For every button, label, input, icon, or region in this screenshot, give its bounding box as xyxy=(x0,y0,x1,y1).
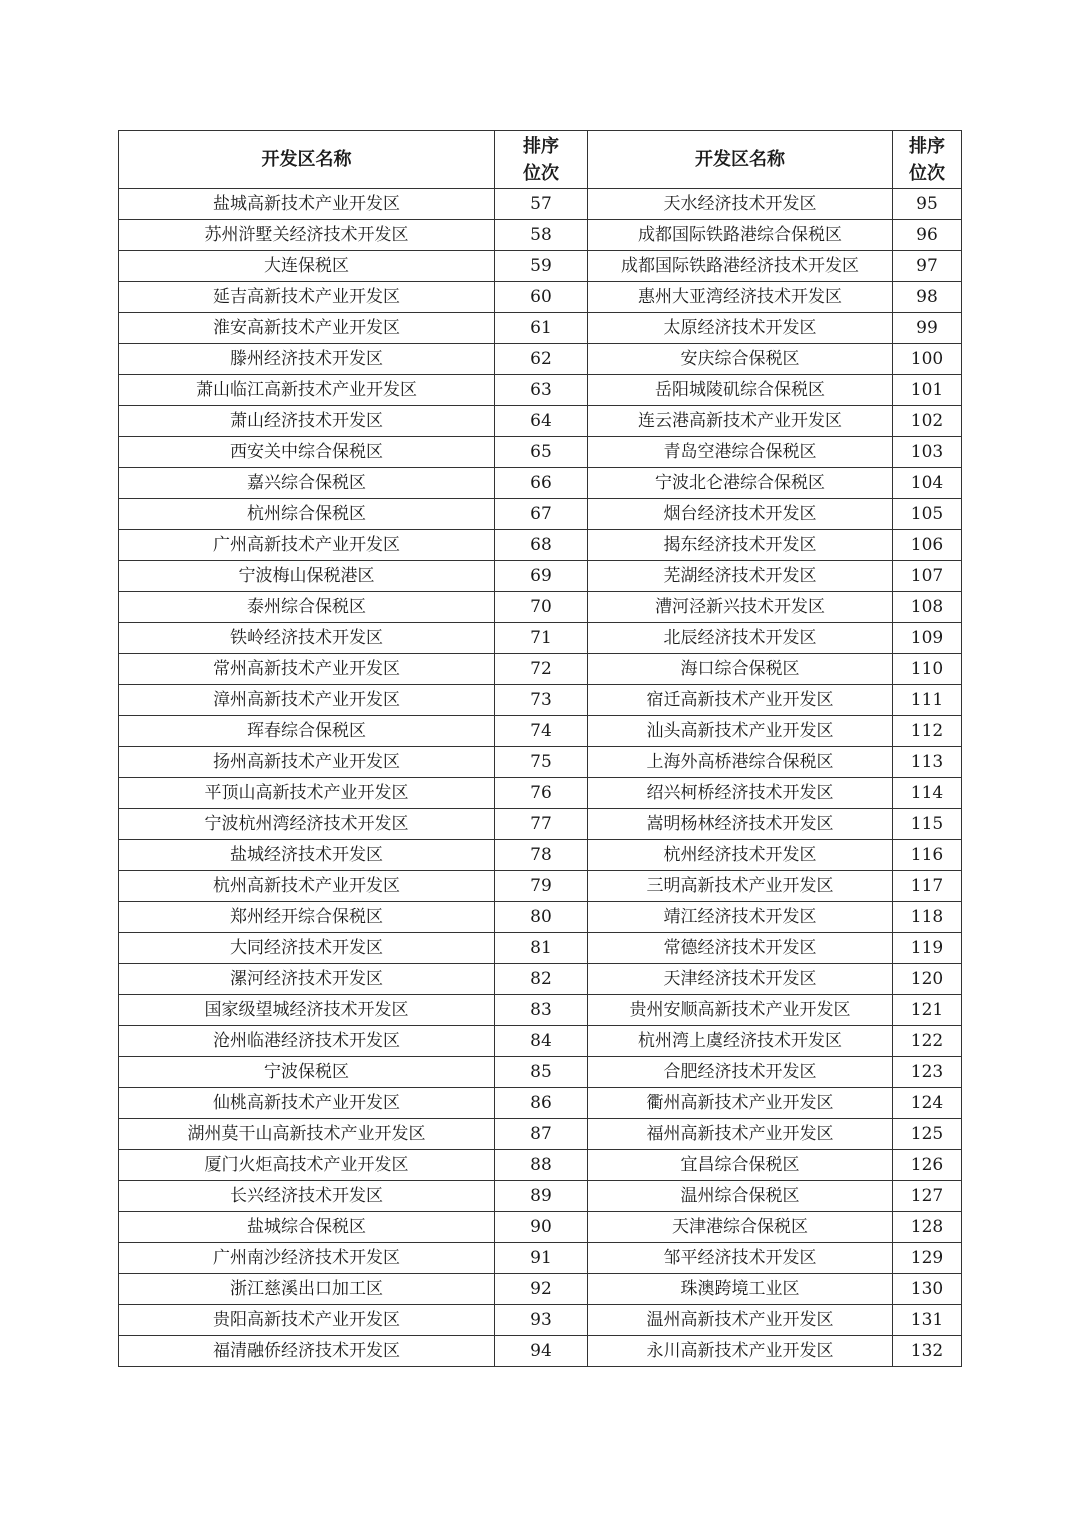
rank-left: 59 xyxy=(495,251,588,282)
zone-name-right: 安庆综合保税区 xyxy=(588,344,893,375)
rank-right: 115 xyxy=(893,809,962,840)
zone-name-left: 扬州高新技术产业开发区 xyxy=(119,747,495,778)
rank-left: 66 xyxy=(495,468,588,499)
rank-left: 85 xyxy=(495,1057,588,1088)
zone-name-left: 萧山经济技术开发区 xyxy=(119,406,495,437)
rank-left: 76 xyxy=(495,778,588,809)
table-row xyxy=(119,716,962,747)
zone-name-left: 珲春综合保税区 xyxy=(119,716,495,747)
table-row xyxy=(119,1057,962,1088)
rank-left: 93 xyxy=(495,1305,588,1336)
rank-right: 116 xyxy=(893,840,962,871)
zone-name-right: 宁波北仑港综合保税区 xyxy=(588,468,893,499)
rank-left: 68 xyxy=(495,530,588,561)
header-rank-left-line2: 位次 xyxy=(523,162,559,184)
rank-right: 126 xyxy=(893,1150,962,1181)
zone-name-left: 沧州临港经济技术开发区 xyxy=(119,1026,495,1057)
zone-name-right: 杭州湾上虞经济技术开发区 xyxy=(588,1026,893,1057)
rank-left: 62 xyxy=(495,344,588,375)
zone-name-left: 漯河经济技术开发区 xyxy=(119,964,495,995)
table-row xyxy=(119,530,962,561)
zone-name-right: 青岛空港综合保税区 xyxy=(588,437,893,468)
ranking-table xyxy=(118,130,962,1367)
rank-left: 73 xyxy=(495,685,588,716)
rank-left: 63 xyxy=(495,375,588,406)
rank-left: 94 xyxy=(495,1336,588,1367)
rank-right: 117 xyxy=(893,871,962,902)
table-row xyxy=(119,964,962,995)
rank-right: 95 xyxy=(893,189,962,220)
zone-name-right: 漕河泾新兴技术开发区 xyxy=(588,592,893,623)
zone-name-right: 惠州大亚湾经济技术开发区 xyxy=(588,282,893,313)
table-row xyxy=(119,251,962,282)
rank-left: 92 xyxy=(495,1274,588,1305)
table-row xyxy=(119,1305,962,1336)
header-rank-right-line2: 位次 xyxy=(909,162,945,184)
zone-name-right: 靖江经济技术开发区 xyxy=(588,902,893,933)
zone-name-left: 盐城综合保税区 xyxy=(119,1212,495,1243)
table-row xyxy=(119,344,962,375)
rank-right: 122 xyxy=(893,1026,962,1057)
rank-left: 64 xyxy=(495,406,588,437)
rank-right: 124 xyxy=(893,1088,962,1119)
rank-left: 89 xyxy=(495,1181,588,1212)
zone-name-right: 宿迁高新技术产业开发区 xyxy=(588,685,893,716)
zone-name-right: 烟台经济技术开发区 xyxy=(588,499,893,530)
table-row xyxy=(119,406,962,437)
rank-left: 88 xyxy=(495,1150,588,1181)
zone-name-right: 衢州高新技术产业开发区 xyxy=(588,1088,893,1119)
rank-right: 129 xyxy=(893,1243,962,1274)
table-row xyxy=(119,747,962,778)
rank-right: 96 xyxy=(893,220,962,251)
zone-name-right: 揭东经济技术开发区 xyxy=(588,530,893,561)
rank-right: 111 xyxy=(893,685,962,716)
table-body xyxy=(119,189,962,1367)
zone-name-right: 成都国际铁路港综合保税区 xyxy=(588,220,893,251)
table-row xyxy=(119,375,962,406)
table-row xyxy=(119,282,962,313)
table-row xyxy=(119,685,962,716)
zone-name-right: 太原经济技术开发区 xyxy=(588,313,893,344)
rank-left: 90 xyxy=(495,1212,588,1243)
table-row xyxy=(119,561,962,592)
zone-name-left: 宁波杭州湾经济技术开发区 xyxy=(119,809,495,840)
rank-left: 78 xyxy=(495,840,588,871)
zone-name-right: 嵩明杨林经济技术开发区 xyxy=(588,809,893,840)
zone-name-right: 温州高新技术产业开发区 xyxy=(588,1305,893,1336)
zone-name-left: 大同经济技术开发区 xyxy=(119,933,495,964)
table-row xyxy=(119,220,962,251)
rank-right: 131 xyxy=(893,1305,962,1336)
table-row xyxy=(119,871,962,902)
rank-right: 114 xyxy=(893,778,962,809)
zone-name-left: 长兴经济技术开发区 xyxy=(119,1181,495,1212)
table-row xyxy=(119,654,962,685)
table-header-row xyxy=(119,131,962,189)
zone-name-left: 苏州浒墅关经济技术开发区 xyxy=(119,220,495,251)
zone-name-right: 合肥经济技术开发区 xyxy=(588,1057,893,1088)
rank-right: 108 xyxy=(893,592,962,623)
rank-right: 125 xyxy=(893,1119,962,1150)
zone-name-right: 常德经济技术开发区 xyxy=(588,933,893,964)
rank-left: 60 xyxy=(495,282,588,313)
table-row xyxy=(119,1026,962,1057)
rank-right: 98 xyxy=(893,282,962,313)
zone-name-left: 平顶山高新技术产业开发区 xyxy=(119,778,495,809)
table-row xyxy=(119,1119,962,1150)
zone-name-right: 汕头高新技术产业开发区 xyxy=(588,716,893,747)
table-row xyxy=(119,902,962,933)
zone-name-right: 海口综合保税区 xyxy=(588,654,893,685)
table-row xyxy=(119,778,962,809)
zone-name-right: 北辰经济技术开发区 xyxy=(588,623,893,654)
zone-name-right: 天水经济技术开发区 xyxy=(588,189,893,220)
header-rank-left-line1: 排序 xyxy=(523,135,559,157)
table-row xyxy=(119,1243,962,1274)
rank-left: 57 xyxy=(495,189,588,220)
rank-right: 106 xyxy=(893,530,962,561)
zone-name-left: 泰州综合保税区 xyxy=(119,592,495,623)
rank-right: 110 xyxy=(893,654,962,685)
rank-right: 97 xyxy=(893,251,962,282)
zone-name-left: 延吉高新技术产业开发区 xyxy=(119,282,495,313)
rank-left: 83 xyxy=(495,995,588,1026)
rank-right: 119 xyxy=(893,933,962,964)
table-row xyxy=(119,623,962,654)
table-row xyxy=(119,313,962,344)
zone-name-left: 杭州综合保税区 xyxy=(119,499,495,530)
rank-left: 82 xyxy=(495,964,588,995)
rank-right: 100 xyxy=(893,344,962,375)
table-row xyxy=(119,1181,962,1212)
zone-name-left: 国家级望城经济技术开发区 xyxy=(119,995,495,1026)
zone-name-left: 铁岭经济技术开发区 xyxy=(119,623,495,654)
rank-left: 81 xyxy=(495,933,588,964)
rank-left: 58 xyxy=(495,220,588,251)
zone-name-right: 邹平经济技术开发区 xyxy=(588,1243,893,1274)
zone-name-right: 芜湖经济技术开发区 xyxy=(588,561,893,592)
zone-name-right: 三明高新技术产业开发区 xyxy=(588,871,893,902)
zone-name-left: 常州高新技术产业开发区 xyxy=(119,654,495,685)
zone-name-left: 浙江慈溪出口加工区 xyxy=(119,1274,495,1305)
zone-name-left: 盐城经济技术开发区 xyxy=(119,840,495,871)
zone-name-left: 广州南沙经济技术开发区 xyxy=(119,1243,495,1274)
rank-left: 71 xyxy=(495,623,588,654)
rank-right: 101 xyxy=(893,375,962,406)
zone-name-right: 贵州安顺高新技术产业开发区 xyxy=(588,995,893,1026)
rank-left: 70 xyxy=(495,592,588,623)
zone-name-left: 萧山临江高新技术产业开发区 xyxy=(119,375,495,406)
rank-left: 75 xyxy=(495,747,588,778)
table-row xyxy=(119,499,962,530)
zone-name-left: 淮安高新技术产业开发区 xyxy=(119,313,495,344)
table-row xyxy=(119,1212,962,1243)
zone-name-right: 连云港高新技术产业开发区 xyxy=(588,406,893,437)
rank-right: 121 xyxy=(893,995,962,1026)
zone-name-right: 福州高新技术产业开发区 xyxy=(588,1119,893,1150)
rank-left: 91 xyxy=(495,1243,588,1274)
zone-name-left: 嘉兴综合保税区 xyxy=(119,468,495,499)
rank-left: 69 xyxy=(495,561,588,592)
rank-left: 84 xyxy=(495,1026,588,1057)
zone-name-right: 天津港综合保税区 xyxy=(588,1212,893,1243)
header-name-right: 开发区名称 xyxy=(588,131,893,189)
rank-right: 113 xyxy=(893,747,962,778)
rank-right: 118 xyxy=(893,902,962,933)
table-row xyxy=(119,468,962,499)
zone-name-left: 宁波保税区 xyxy=(119,1057,495,1088)
zone-name-left: 福清融侨经济技术开发区 xyxy=(119,1336,495,1367)
zone-name-right: 永川高新技术产业开发区 xyxy=(588,1336,893,1367)
rank-right: 127 xyxy=(893,1181,962,1212)
rank-right: 99 xyxy=(893,313,962,344)
rank-right: 103 xyxy=(893,437,962,468)
zone-name-right: 温州综合保税区 xyxy=(588,1181,893,1212)
zone-name-right: 成都国际铁路港经济技术开发区 xyxy=(588,251,893,282)
zone-name-right: 天津经济技术开发区 xyxy=(588,964,893,995)
rank-left: 87 xyxy=(495,1119,588,1150)
rank-right: 123 xyxy=(893,1057,962,1088)
zone-name-left: 广州高新技术产业开发区 xyxy=(119,530,495,561)
rank-right: 105 xyxy=(893,499,962,530)
rank-left: 72 xyxy=(495,654,588,685)
zone-name-left: 郑州经开综合保税区 xyxy=(119,902,495,933)
zone-name-left: 宁波梅山保税港区 xyxy=(119,561,495,592)
table-row xyxy=(119,1274,962,1305)
rank-left: 86 xyxy=(495,1088,588,1119)
table-row xyxy=(119,1150,962,1181)
table-row xyxy=(119,592,962,623)
zone-name-right: 绍兴柯桥经济技术开发区 xyxy=(588,778,893,809)
header-rank-right-line1: 排序 xyxy=(909,135,945,157)
zone-name-left: 贵阳高新技术产业开发区 xyxy=(119,1305,495,1336)
rank-left: 74 xyxy=(495,716,588,747)
table-row xyxy=(119,1088,962,1119)
zone-name-left: 仙桃高新技术产业开发区 xyxy=(119,1088,495,1119)
table-row xyxy=(119,809,962,840)
rank-left: 79 xyxy=(495,871,588,902)
zone-name-left: 盐城高新技术产业开发区 xyxy=(119,189,495,220)
rank-right: 109 xyxy=(893,623,962,654)
rank-right: 128 xyxy=(893,1212,962,1243)
zone-name-right: 宜昌综合保税区 xyxy=(588,1150,893,1181)
zone-name-left: 杭州高新技术产业开发区 xyxy=(119,871,495,902)
table-row xyxy=(119,437,962,468)
rank-right: 132 xyxy=(893,1336,962,1367)
rank-right: 112 xyxy=(893,716,962,747)
zone-name-right: 岳阳城陵矶综合保税区 xyxy=(588,375,893,406)
zone-name-left: 西安关中综合保税区 xyxy=(119,437,495,468)
rank-right: 120 xyxy=(893,964,962,995)
rank-right: 102 xyxy=(893,406,962,437)
zone-name-left: 滕州经济技术开发区 xyxy=(119,344,495,375)
rank-left: 80 xyxy=(495,902,588,933)
rank-right: 104 xyxy=(893,468,962,499)
rank-right: 107 xyxy=(893,561,962,592)
table-row xyxy=(119,840,962,871)
zone-name-left: 湖州莫干山高新技术产业开发区 xyxy=(119,1119,495,1150)
rank-left: 77 xyxy=(495,809,588,840)
table-row xyxy=(119,995,962,1026)
rank-right: 130 xyxy=(893,1274,962,1305)
header-name-left: 开发区名称 xyxy=(119,131,495,189)
table-row xyxy=(119,933,962,964)
zone-name-right: 杭州经济技术开发区 xyxy=(588,840,893,871)
zone-name-left: 漳州高新技术产业开发区 xyxy=(119,685,495,716)
rank-left: 67 xyxy=(495,499,588,530)
table-row xyxy=(119,189,962,220)
rank-left: 61 xyxy=(495,313,588,344)
zone-name-left: 厦门火炬高技术产业开发区 xyxy=(119,1150,495,1181)
header-rank-right xyxy=(893,131,962,189)
zone-name-right: 上海外高桥港综合保税区 xyxy=(588,747,893,778)
table-row xyxy=(119,1336,962,1367)
zone-name-right: 珠澳跨境工业区 xyxy=(588,1274,893,1305)
header-rank-left xyxy=(495,131,588,189)
rank-left: 65 xyxy=(495,437,588,468)
zone-name-left: 大连保税区 xyxy=(119,251,495,282)
